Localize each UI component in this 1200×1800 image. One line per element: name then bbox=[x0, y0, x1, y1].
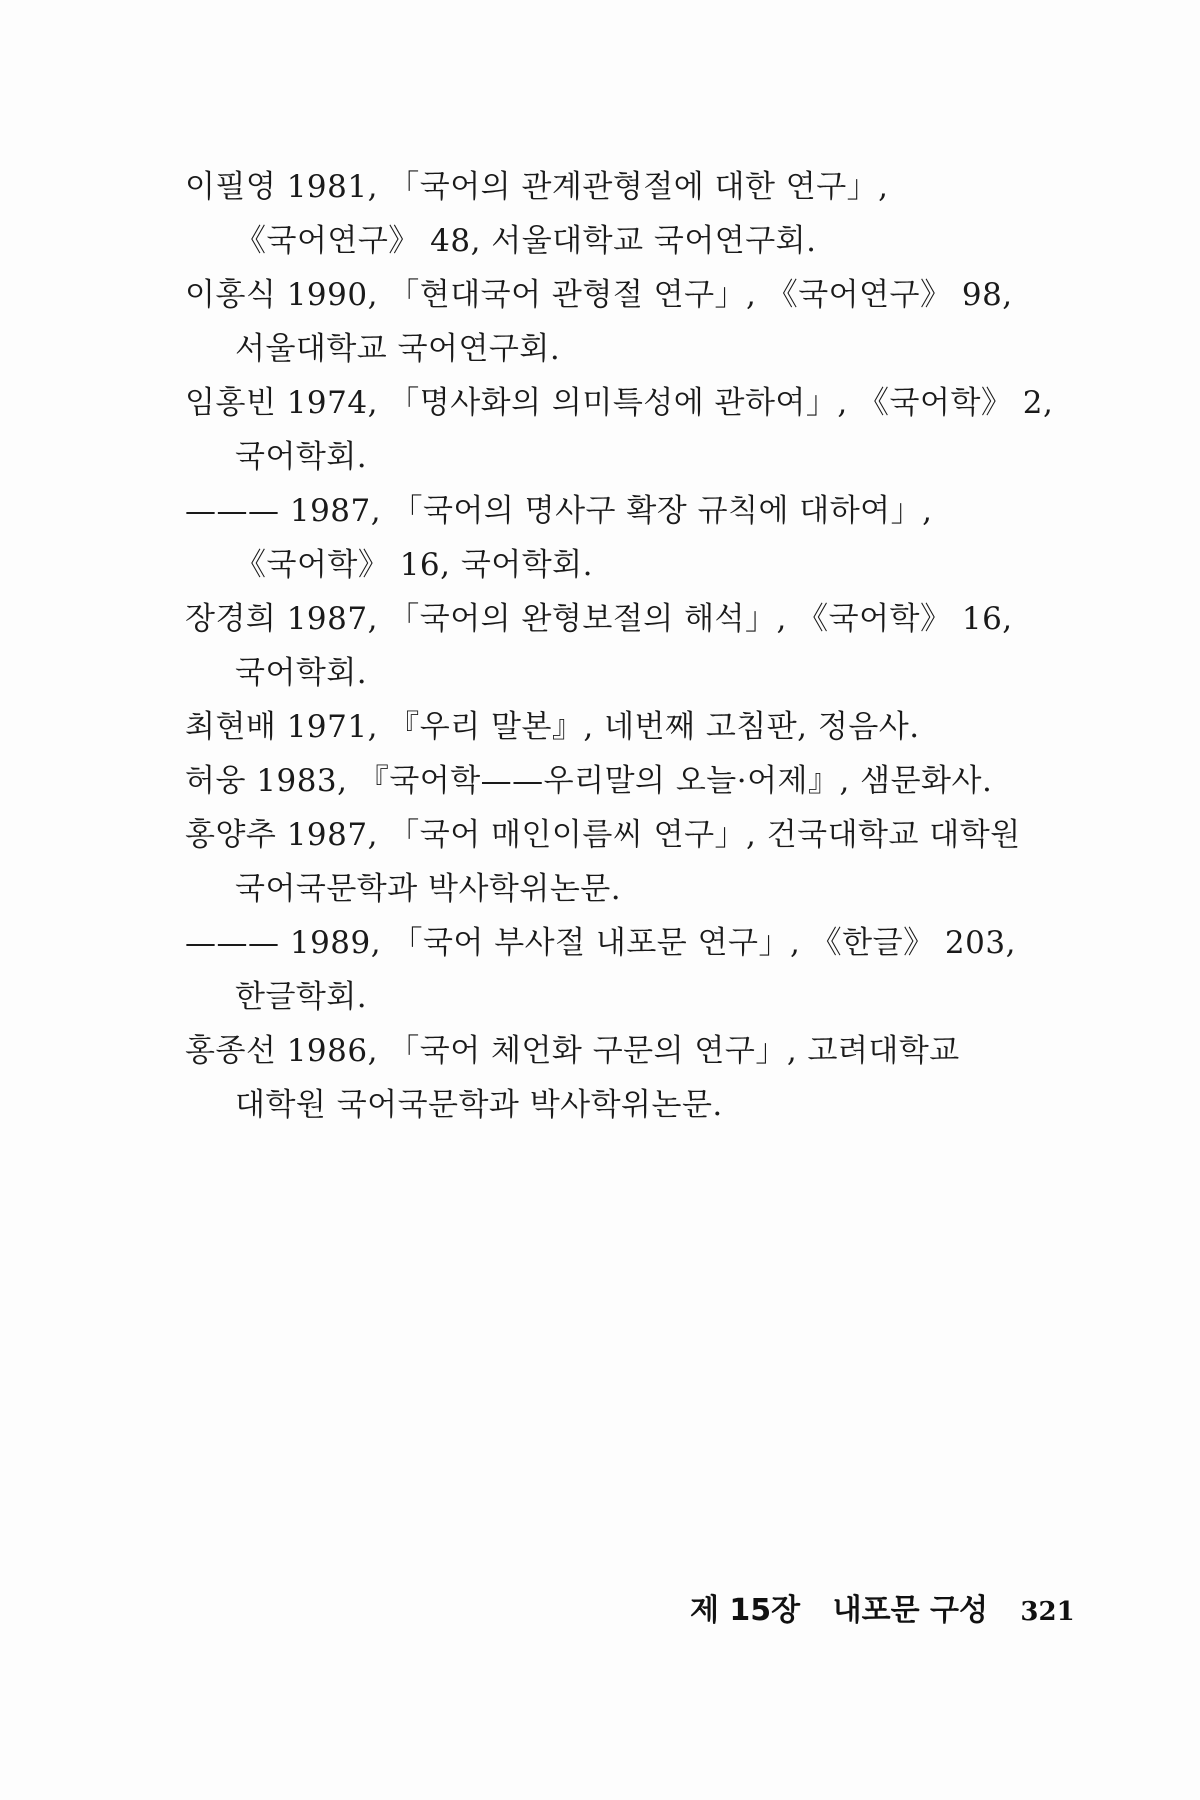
reference-entry: 홍양추 1987, 「국어 매인이름씨 연구」, 건국대학교 대학원 국어국문학과 박사학위논문. bbox=[185, 817, 1021, 907]
reference-entry: ——— 1987, 「국어의 명사구 확장 규칙에 대하여」, 《국어학》 16, 국어학회. bbox=[185, 493, 933, 583]
reference-entry: 최현배 1971, 『우리 말본』, 네번째 고침판, 정음사. bbox=[185, 709, 920, 745]
reference-entry: 이홍식 1990, 「현대국어 관형절 연구」, 《국어연구》 98, 서울대학교 국어연구회. bbox=[185, 277, 1013, 367]
chapter-title: 내포문 구성 bbox=[832, 1593, 988, 1628]
reference-entry: 홍종선 1986, 「국어 체언화 구문의 연구」, 고려대학교 대학원 국어국문학과 박사학위논문. bbox=[185, 1033, 960, 1123]
reference-entry: 이필영 1981, 「국어의 관계관형절에 대한 연구」, 《국어연구》 48, 서울대학교 국어연구회. bbox=[185, 169, 889, 259]
reference-entry: 장경희 1987, 「국어의 완형보절의 해석」, 《국어학》 16, 국어학회. bbox=[185, 601, 1013, 691]
reference-entry: ——— 1989, 「국어 부사절 내포문 연구」, 《한글》 203, 한글학회. bbox=[185, 925, 1016, 1015]
running-footer bbox=[690, 1585, 1075, 1629]
reference-entry: 임홍빈 1974, 「명사화의 의미특성에 관하여」, 《국어학》 2, 국어학회. bbox=[185, 385, 1054, 475]
reference-entry: 허웅 1983, 『국어학——우리말의 오늘·어제』, 샘문화사. bbox=[185, 763, 993, 799]
chapter-label: 제 15장 bbox=[690, 1593, 801, 1628]
page-number: 321 bbox=[1020, 1597, 1075, 1627]
reference-list bbox=[185, 160, 1060, 1132]
